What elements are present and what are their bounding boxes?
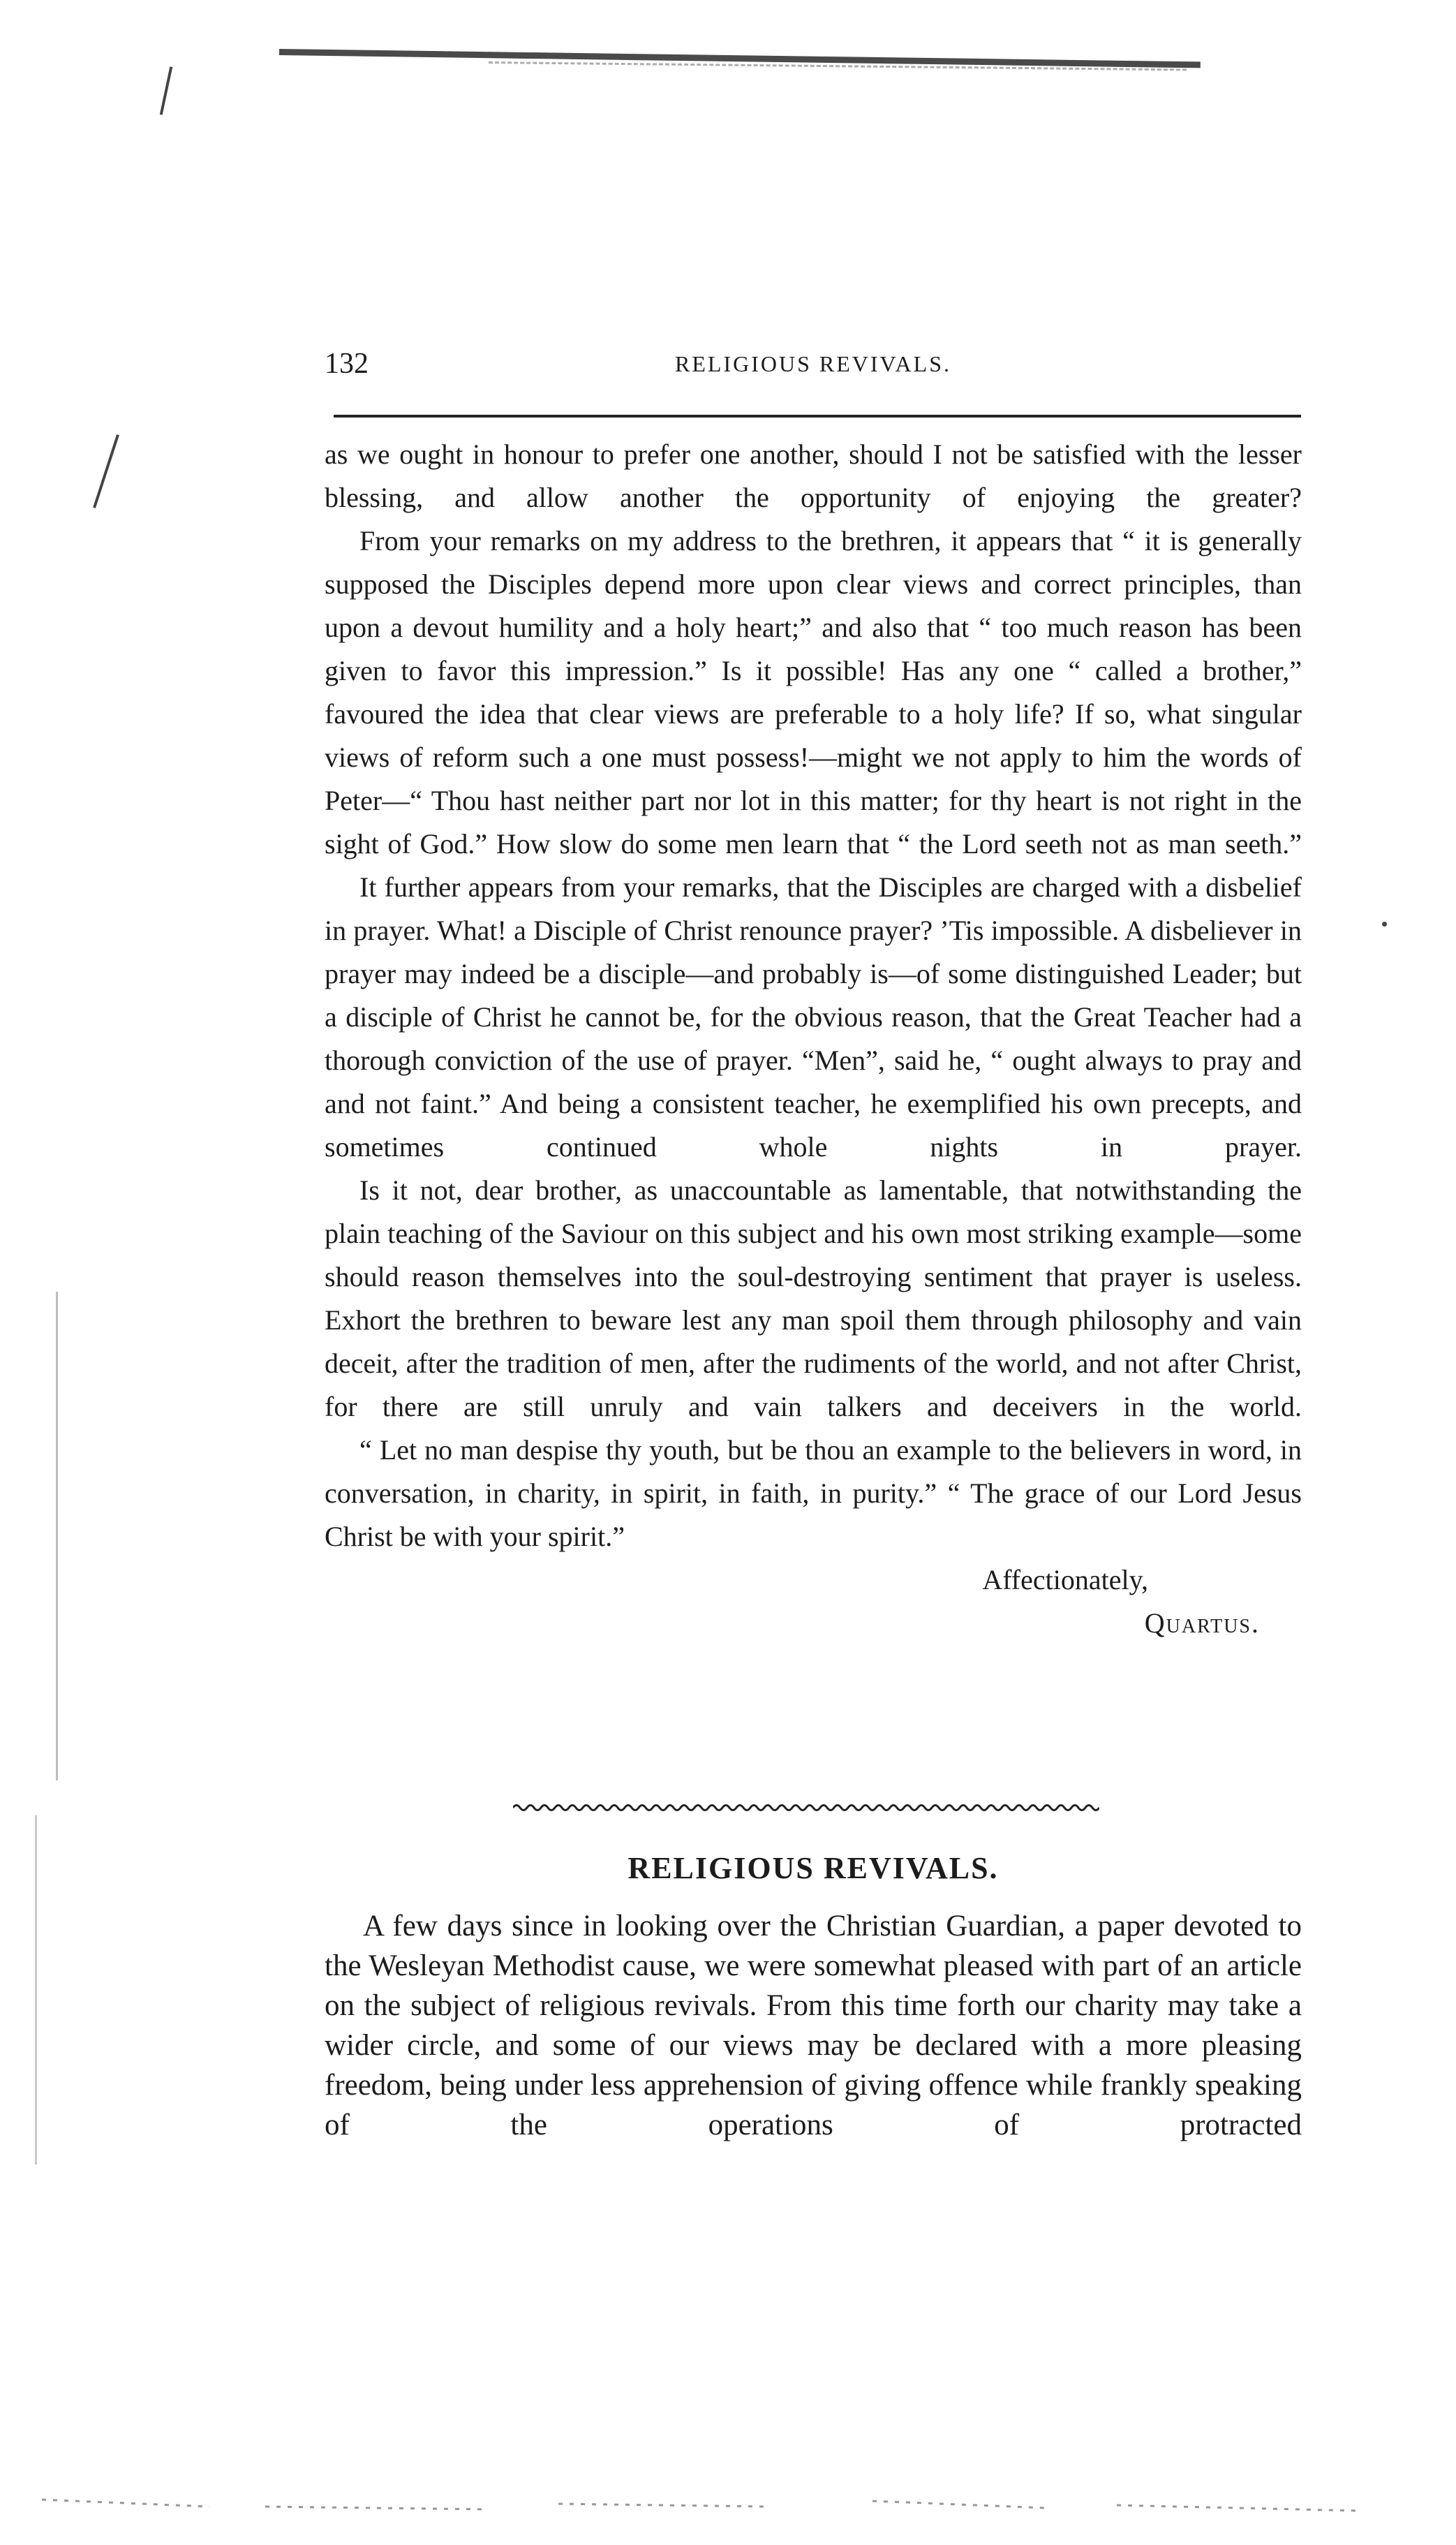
header-rule	[334, 415, 1301, 418]
article-title: RELIGIOUS REVIVALS.	[627, 1851, 999, 1885]
letter-paragraph: “ Let no man despise thy youth, but be thou an example to the believers in word, in conversation, in charity, in spirit, in faith, in purity.” “ The grace of our Lord Jesus Christ be with your spirit.”	[325, 1434, 1302, 1552]
margin-mark	[35, 1815, 37, 2164]
letter-closing: Affectionately,	[982, 1564, 1148, 1595]
letter-paragraph: It further appears from your remarks, that the Disciples are charged with a disbelief in prayer. What! a Disciple of Christ renounce prayer? ’Tis impossible. A disbeliever in prayer may indeed be a disciple—and probably is—of some distinguished Leader; but a disciple of Christ he cannot be, for the obvious reason, that the Great Teacher had a thorough conviction of the use of prayer. “Men”, said he, “ ought always to pray and and not faint.” And being a consistent teacher, he exemplified his own precepts, and sometimes continued whole nights in prayer.	[325, 871, 1302, 1163]
margin-mark	[1382, 922, 1387, 927]
margin-mark	[160, 66, 172, 115]
letter-body	[325, 433, 1302, 1645]
margin-mark	[56, 1292, 58, 1780]
page-header	[325, 347, 1302, 389]
article-paragraph: A few days since in looking over the Christian Guardian, a paper devoted to the Wesleyan Methodist cause, we were somewhat pleased with part of an article on the subject of religious revivals. From this time forth our charity may take a wider circle, and some of our views may be declared with a more pleasing freedom, being under less apprehension of giving offence while frankly speaking of the operations of protracted	[325, 1910, 1302, 2141]
letter-paragraph: Is it not, dear brother, as unaccountable as lamentable, that notwithstanding the plain teaching of the Saviour on this subject and his own most striking example—some should reason themselves into the soul-destroying sentiment that prayer is useless. Exhort the brethren to beware lest any man spoil them through philosophy and vain deceit, after the tradition of men, after the rudiments of the world, and not after Christ, for there are still unruly and vain talkers and deceivers in the world.	[325, 1174, 1302, 1422]
running-head: RELIGIOUS REVIVALS.	[675, 351, 951, 376]
letter-paragraph: as we ought in honour to prefer one another, should I not be satisfied with the lesser blessing, and allow another the opportunity of enjoying the greater?	[325, 438, 1302, 513]
article-body	[325, 1906, 1302, 2145]
letter-paragraph: From your remarks on my address to the brethren, it appears that “ it is generally supposed the Disciples depend more upon clear views and correct principles, than upon a devout humility and a holy heart;” and also that “ too much reason has been given to favor this impression.” Is it possible! Has any one “ called a brother,” favoured the idea that clear views are preferable to a holy life? If so, what singular views of reform such a one must possess!—might we not apply to him the words of Peter—“ Thou hast neither part nor lot in this matter; for thy heart is not right in the sight of God.” How slow do some men learn that “ the Lord seeth not as man seeth.”	[325, 525, 1302, 860]
letter-signature: Quartus.	[1144, 1607, 1260, 1639]
scan-noise-bottom	[0, 2486, 1456, 2528]
margin-mark	[93, 434, 119, 508]
section-divider	[513, 1803, 1099, 1813]
page-number: 132	[325, 348, 369, 380]
